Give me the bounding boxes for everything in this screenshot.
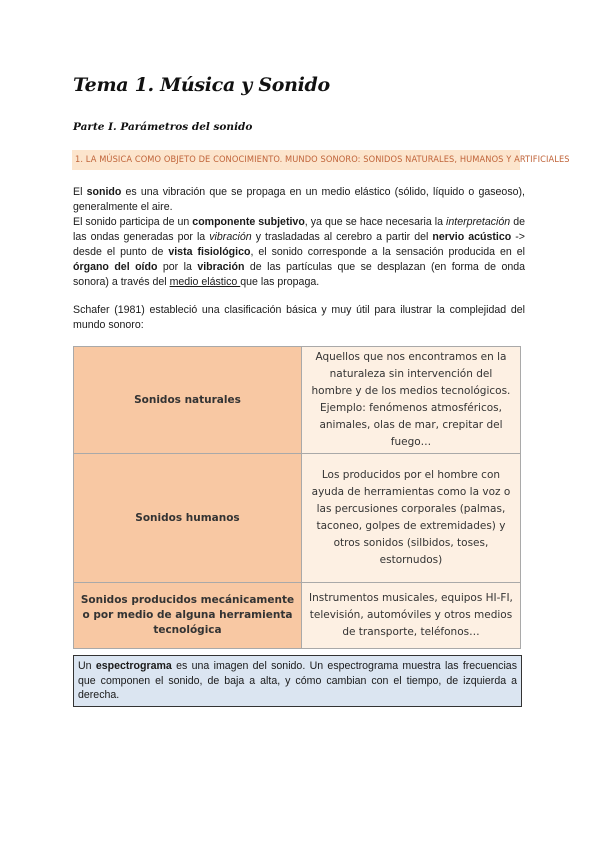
- page-title: Tema 1. Música y Sonido: [73, 74, 330, 96]
- section-heading-bar: [72, 150, 570, 170]
- paragraph-sonido-definition: El sonido es una vibración que se propaga en un medio elástico (sólido, líquido o gaseoso), generalmente el aire.: [73, 186, 525, 213]
- table-key-cell: Sonidos producidos mecánicamente o por medio de alguna herramienta tecnológica: [74, 583, 302, 649]
- underlined-medio-elastico: medio elástico: [169, 276, 241, 288]
- table-row: [74, 454, 521, 583]
- table-value-cell: Instrumentos musicales, equipos HI-FI, televisión, automóviles y otros medios de transporte, teléfonos…: [301, 583, 520, 649]
- table-value-cell: Aquellos que nos encontramos en la naturaleza sin intervención del hombre y de los medios tecnológicos. Ejemplo: fenómenos atmosféricos, animales, olas de mar, crepitar del fuego…: [301, 347, 520, 454]
- paragraph-componente-subjetivo: El sonido participa de un componente subjetivo, ya que se hace necesaria la interpretación de las ondas generadas por la vibración y trasladadas al cerebro a partir del nervio acústico -> desde el punto de vista fisiológico, el sonido corresponde a la sensación producida en el órgano del oído por la vibración de las partículas que se desplazan (en forma de onda sonora) a través del medio elástico que las propaga.: [73, 216, 526, 288]
- table-row: [74, 347, 521, 454]
- paragraph-schafer: Schafer (1981) estableció una clasificación básica y muy útil para ilustrar la complejidad del mundo sonoro:: [73, 304, 525, 331]
- espectrograma-note-box: Un espectrograma es una imagen del sonido. Un espectrograma muestra las frecuencias que componen el sonido, de baja a alta, y cómo cambian con el tiempo, de izquierda a derecha.: [73, 655, 522, 707]
- section-subtitle: Parte I. Parámetros del sonido: [73, 121, 253, 133]
- keyword-espectrograma: espectrograma: [95, 660, 172, 672]
- classification-table: [73, 346, 521, 649]
- table-row: [74, 583, 521, 649]
- keyword-sonido: sonido: [86, 186, 122, 198]
- table-key-cell: Sonidos naturales: [74, 347, 302, 454]
- table-value-cell: Los producidos por el hombre con ayuda de herramientas como la voz o las percusiones corporales (palmas, taconeo, golpes de extremidades) y otros sonidos (silbidos, toses, estornudos): [301, 454, 520, 583]
- table-key-cell: Sonidos humanos: [74, 454, 302, 583]
- section-heading: 1. LA MÚSICA COMO OBJETO DE CONOCIMIENTO. MUNDO SONORO: SONIDOS NATURALES, HUMANOS Y ARTIFICIALES: [75, 154, 570, 165]
- keyword-componente-subjetivo: componente subjetivo: [192, 216, 305, 228]
